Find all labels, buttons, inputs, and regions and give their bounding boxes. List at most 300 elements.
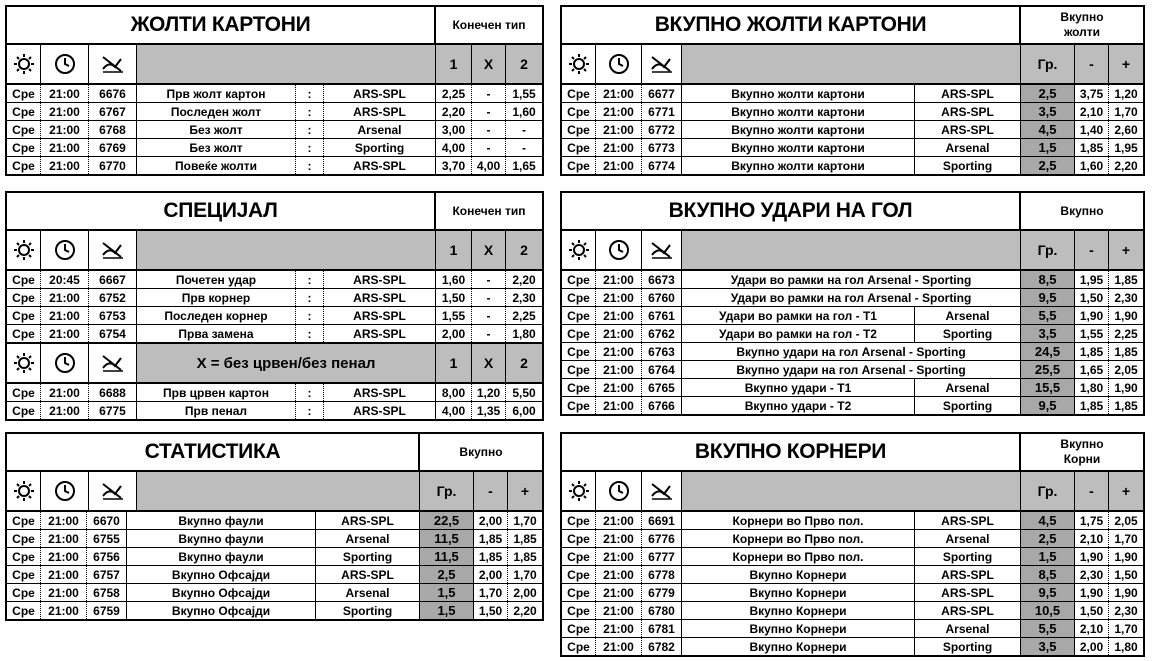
under-odd-cell: 2,10 [1075, 103, 1109, 120]
clock-icon [596, 45, 642, 83]
col-x: X [472, 344, 506, 382]
total-line-cell: 2,5 [1021, 530, 1075, 547]
col-gr: Гр. [1021, 472, 1075, 510]
over-odd-cell: 1,95 [1114, 140, 1138, 155]
time-cell: 21:00 [41, 121, 89, 138]
header-blank [137, 231, 436, 269]
time-cell: 21:00 [41, 103, 89, 120]
odd-2-cell: 2,20 [512, 272, 536, 287]
over-odd-cell: 2,60 [1114, 122, 1138, 137]
description-cell: Вкупно удари на гол Arsenal - Sporting [682, 343, 1021, 360]
code-cell: 6761 [642, 307, 682, 324]
col-x: X [472, 45, 506, 83]
under-odd-cell: 2,00 [474, 512, 508, 529]
day-cell: Сре [562, 566, 596, 583]
day-cell: Сре [562, 103, 596, 120]
over-odd-cell: 1,90 [1114, 585, 1138, 600]
description-cell: Вкупно Офсајди [127, 566, 316, 583]
col-1: 1 [436, 45, 472, 83]
panel-stats [5, 432, 544, 621]
description-cell: Прва замена [137, 325, 296, 342]
code-cell: 6667 [89, 271, 137, 288]
time-cell: 21:00 [596, 548, 642, 565]
colon-cell: : [296, 325, 324, 342]
description-cell: Корнери во Прво пол. [682, 530, 915, 547]
total-line-cell: 10,5 [1021, 602, 1075, 619]
day-cell: Сре [7, 566, 41, 583]
description-cell: Вкупно жолти картони [682, 85, 915, 102]
col-1: 1 [436, 231, 472, 269]
table-row[interactable] [7, 566, 542, 584]
under-odd-cell: 1,85 [1075, 139, 1109, 156]
table-row[interactable] [7, 602, 542, 619]
table-row[interactable] [7, 157, 542, 174]
clock-icon [41, 45, 89, 83]
description-cell: Удари во рамки на гол Arsenal - Sporting [682, 271, 1021, 288]
over-odd-cell: 1,85 [513, 549, 537, 564]
total-line-cell: 3,5 [1021, 325, 1075, 342]
description-cell: Последен корнер [137, 307, 296, 324]
description-cell: Удари во рамки на гол - Т1 [682, 307, 915, 324]
odd-2-cell: 1,80 [512, 326, 536, 341]
description-cell: Вкупно Корнери [682, 584, 915, 601]
under-odd-cell: 1,90 [1075, 307, 1109, 324]
col-minus: - [474, 472, 508, 510]
day-cell: Сре [562, 379, 596, 396]
total-header-line2: жолти [1063, 25, 1101, 39]
code-cell: 6676 [89, 85, 137, 102]
under-odd-cell: 1,85 [474, 548, 508, 565]
colon-cell: : [296, 402, 324, 419]
time-cell: 21:00 [596, 289, 642, 306]
table-row[interactable] [562, 271, 1143, 289]
colon-cell: : [296, 103, 324, 120]
time-cell: 21:00 [596, 620, 642, 637]
team-cell: Arsenal [316, 530, 420, 547]
table-row[interactable] [562, 289, 1143, 307]
total-line-cell: 9,5 [1021, 397, 1075, 414]
description-cell: Корнери во Прво пол. [682, 512, 915, 529]
code-cell: 6766 [642, 397, 682, 414]
code-cell: 6753 [89, 307, 137, 324]
table-row[interactable] [7, 103, 542, 121]
over-odd-cell: 2,20 [513, 603, 537, 618]
code-cell: 6772 [642, 121, 682, 138]
total-header-line1: Вкупно [1060, 10, 1104, 24]
total-header [1019, 7, 1143, 43]
code-cell: 6691 [642, 512, 682, 529]
clock-icon [596, 472, 642, 510]
description-cell: Вкупно Корнери [682, 620, 915, 637]
odd-x-cell: - [472, 85, 506, 102]
time-cell: 21:00 [596, 343, 642, 360]
team-cell: Sporting [324, 139, 436, 156]
no-writing-icon [89, 344, 137, 382]
table-row[interactable] [562, 638, 1143, 655]
team-cell: ARS-SPL [324, 289, 436, 306]
table-row[interactable] [7, 530, 542, 548]
table-row[interactable] [7, 85, 542, 103]
odd-2-cell: 2,25 [512, 308, 536, 323]
total-line-cell: 3,5 [1021, 638, 1075, 655]
panel-title: СТАТИСТИКА [144, 440, 281, 463]
table-row[interactable] [562, 361, 1143, 379]
col-plus: + [508, 472, 542, 510]
team-cell: ARS-SPL [324, 384, 436, 401]
time-cell: 21:00 [596, 530, 642, 547]
day-cell: Сре [7, 602, 41, 619]
day-cell: Сре [562, 307, 596, 324]
col-1: 1 [436, 344, 472, 382]
total-line-cell: 4,5 [1021, 512, 1075, 529]
day-cell: Сре [7, 384, 41, 401]
over-odd-cell: 1,80 [1114, 639, 1138, 654]
total-line-cell: 24,5 [1021, 343, 1075, 360]
team-cell: Sporting [915, 325, 1021, 342]
description-cell: Вкупно жолти картони [682, 103, 915, 120]
table-row[interactable] [562, 566, 1143, 584]
description-cell: Прв црвен картон [137, 384, 296, 401]
day-cell: Сре [7, 139, 41, 156]
col-2: 2 [506, 231, 542, 269]
table-row[interactable] [562, 379, 1143, 397]
description-cell: Прв корнер [137, 289, 296, 306]
team-cell: ARS-SPL [324, 307, 436, 324]
time-cell: 21:00 [41, 289, 89, 306]
day-cell: Сре [7, 271, 41, 288]
team-cell: Arsenal [324, 121, 436, 138]
code-cell: 6771 [642, 103, 682, 120]
team-cell: ARS-SPL [915, 584, 1021, 601]
col-plus: + [1109, 45, 1143, 83]
time-cell: 21:00 [596, 121, 642, 138]
table-row[interactable] [562, 620, 1143, 638]
odd-2-cell: 6,00 [512, 403, 536, 418]
time-cell: 21:00 [596, 397, 642, 414]
table-row[interactable] [562, 157, 1143, 174]
team-cell: ARS-SPL [324, 85, 436, 102]
total-line-cell: 1,5 [420, 602, 474, 619]
col-2: 2 [506, 45, 542, 83]
odd-1-cell: 8,00 [436, 384, 472, 401]
table-row[interactable] [562, 548, 1143, 566]
odd-2-cell: 2,30 [512, 290, 536, 305]
under-odd-cell: 2,30 [1075, 566, 1109, 583]
team-cell: ARS-SPL [915, 103, 1021, 120]
description-cell: Вкупно фаули [127, 512, 316, 529]
day-cell: Сре [562, 139, 596, 156]
description-cell: Вкупно удари на гол Arsenal - Sporting [682, 361, 1021, 378]
total-line-cell: 5,5 [1021, 620, 1075, 637]
code-cell: 6755 [87, 530, 127, 547]
total-line-cell: 11,5 [420, 548, 474, 565]
over-odd-cell: 1,20 [1114, 86, 1138, 101]
day-cell: Сре [7, 289, 41, 306]
table-row[interactable] [562, 103, 1143, 121]
odd-2-cell: - [522, 140, 526, 155]
odd-x-cell: - [472, 103, 506, 120]
day-cell: Сре [562, 620, 596, 637]
under-odd-cell: 1,85 [1075, 397, 1109, 414]
over-odd-cell: 2,05 [1114, 362, 1138, 377]
over-odd-cell: 1,70 [513, 513, 537, 528]
sun-icon [562, 45, 596, 83]
description-cell: Вкупно Корнери [682, 566, 915, 583]
time-cell: 21:00 [596, 157, 642, 174]
table-row[interactable] [562, 307, 1143, 325]
code-cell: 6673 [642, 271, 682, 288]
rows-shots [562, 271, 1143, 414]
table-row[interactable] [562, 343, 1143, 361]
team-cell: Sporting [915, 397, 1021, 414]
table-row[interactable] [562, 584, 1143, 602]
day-cell: Сре [562, 157, 596, 174]
over-odd-cell: 1,70 [1114, 621, 1138, 636]
day-cell: Сре [562, 530, 596, 547]
over-odd-cell: 1,85 [1114, 398, 1138, 413]
col-minus: - [1075, 45, 1109, 83]
table-row[interactable] [7, 402, 542, 419]
total-line-cell: 9,5 [1021, 584, 1075, 601]
total-line-cell: 15,5 [1021, 379, 1075, 396]
no-writing-icon [642, 231, 682, 269]
day-cell: Сре [7, 103, 41, 120]
description-cell: Последен жолт [137, 103, 296, 120]
table-row[interactable] [7, 512, 542, 530]
table-row[interactable] [7, 139, 542, 157]
team-cell: Arsenal [915, 139, 1021, 156]
table-row[interactable] [562, 602, 1143, 620]
team-cell: ARS-SPL [324, 103, 436, 120]
odd-x-cell: - [472, 289, 506, 306]
team-cell: ARS-SPL [316, 512, 420, 529]
day-cell: Сре [562, 85, 596, 102]
table-row[interactable] [7, 289, 542, 307]
table-row[interactable] [7, 307, 542, 325]
code-cell: 6767 [89, 103, 137, 120]
table-row[interactable] [562, 512, 1143, 530]
over-odd-cell: 2,30 [1114, 290, 1138, 305]
time-cell: 21:00 [41, 602, 87, 619]
team-cell: Sporting [915, 548, 1021, 565]
description-cell: Без жолт [137, 121, 296, 138]
panel-total-yellow [560, 5, 1145, 176]
code-cell: 6774 [642, 157, 682, 174]
panel-shots [560, 191, 1145, 416]
time-cell: 21:00 [596, 103, 642, 120]
table-row[interactable] [7, 271, 542, 289]
panel-special [5, 191, 544, 421]
total-header-line1: Вкупно [1060, 437, 1104, 451]
team-cell: ARS-SPL [324, 402, 436, 419]
odd-x-cell: - [472, 271, 506, 288]
team-cell: Arsenal [915, 620, 1021, 637]
panel-title: ВКУПНО УДАРИ НА ГОЛ [668, 199, 913, 222]
no-writing-icon [642, 45, 682, 83]
total-header: Вкупно [418, 434, 542, 470]
panel-title: ВКУПНО ЖОЛТИ КАРТОНИ [654, 13, 927, 36]
under-odd-cell: 1,75 [1075, 512, 1109, 529]
time-cell: 21:00 [41, 566, 87, 583]
team-cell: Sporting [915, 157, 1021, 174]
under-odd-cell: 1,50 [1075, 602, 1109, 619]
over-odd-cell: 1,50 [1114, 567, 1138, 582]
total-line-cell: 25,5 [1021, 361, 1075, 378]
odd-2-cell: - [522, 122, 526, 137]
team-cell: ARS-SPL [316, 566, 420, 583]
odd-1-cell: 2,00 [436, 325, 472, 342]
team-cell: ARS-SPL [324, 325, 436, 342]
over-odd-cell: 2,00 [513, 585, 537, 600]
team-cell: Arsenal [316, 584, 420, 601]
table-row[interactable] [562, 121, 1143, 139]
day-cell: Сре [562, 121, 596, 138]
under-odd-cell: 1,90 [1075, 548, 1109, 565]
over-odd-cell: 1,85 [1114, 344, 1138, 359]
day-cell: Сре [562, 271, 596, 288]
total-header-line2: Корни [1063, 452, 1101, 466]
team-cell: Sporting [316, 602, 420, 619]
colon-cell: : [296, 121, 324, 138]
no-writing-icon [89, 472, 137, 510]
table-row[interactable] [7, 121, 542, 139]
time-cell: 21:00 [596, 566, 642, 583]
team-cell: ARS-SPL [324, 157, 436, 174]
header-blank [137, 45, 436, 83]
table-row[interactable] [562, 325, 1143, 343]
total-header: Вкупно [1019, 193, 1143, 229]
panel-title: ЖОЛТИ КАРТОНИ [130, 13, 311, 36]
over-odd-cell: 1,90 [1114, 549, 1138, 564]
time-cell: 21:00 [41, 85, 89, 102]
team-cell: ARS-SPL [915, 121, 1021, 138]
under-odd-cell: 1,55 [1075, 325, 1109, 342]
description-cell: Почетен удар [137, 271, 296, 288]
odd-1-cell: 3,70 [436, 157, 472, 174]
day-cell: Сре [562, 343, 596, 360]
day-cell: Сре [7, 548, 41, 565]
code-cell: 6776 [642, 530, 682, 547]
team-cell: ARS-SPL [915, 602, 1021, 619]
odd-x-cell: - [472, 307, 506, 324]
day-cell: Сре [562, 512, 596, 529]
under-odd-cell: 1,90 [1075, 584, 1109, 601]
clock-icon [596, 231, 642, 269]
total-line-cell: 3,5 [1021, 103, 1075, 120]
time-cell: 21:00 [41, 584, 87, 601]
sun-icon [7, 45, 41, 83]
day-cell: Сре [562, 361, 596, 378]
time-cell: 21:00 [596, 361, 642, 378]
time-cell: 21:00 [41, 512, 87, 529]
code-cell: 6762 [642, 325, 682, 342]
header-blank [682, 472, 1021, 510]
header-blank [682, 45, 1021, 83]
col-gr: Гр. [1021, 231, 1075, 269]
header-blank [137, 472, 420, 510]
code-cell: 6764 [642, 361, 682, 378]
day-cell: Сре [562, 325, 596, 342]
final-type-header: Конечен тип [434, 193, 542, 229]
table-row[interactable] [562, 397, 1143, 414]
over-odd-cell: 1,90 [1114, 380, 1138, 395]
odd-1-cell: 1,60 [436, 271, 472, 288]
odd-1-cell: 2,25 [436, 85, 472, 102]
description-cell: Вкупно Офсајди [127, 584, 316, 601]
odd-x-cell: - [472, 325, 506, 342]
total-line-cell: 8,5 [1021, 566, 1075, 583]
time-cell: 21:00 [596, 584, 642, 601]
time-cell: 21:00 [41, 157, 89, 174]
total-line-cell: 9,5 [1021, 289, 1075, 306]
colon-cell: : [296, 85, 324, 102]
table-row[interactable] [7, 548, 542, 566]
total-line-cell: 5,5 [1021, 307, 1075, 324]
colon-cell: : [296, 139, 324, 156]
col-x: X [472, 231, 506, 269]
table-row[interactable] [562, 85, 1143, 103]
time-cell: 21:00 [596, 139, 642, 156]
table-row[interactable] [562, 139, 1143, 157]
rows-special [7, 271, 542, 342]
code-cell: 6780 [642, 602, 682, 619]
sun-icon [562, 231, 596, 269]
odd-x-cell: 1,20 [472, 384, 506, 401]
panel-yellow-cards [5, 5, 544, 176]
odd-2-cell: 1,60 [512, 104, 536, 119]
code-cell: 6775 [89, 402, 137, 419]
rows-corners [562, 512, 1143, 655]
code-cell: 6677 [642, 85, 682, 102]
rows-total-yellow [562, 85, 1143, 174]
colon-cell: : [296, 289, 324, 306]
under-odd-cell: 1,65 [1075, 361, 1109, 378]
under-odd-cell: 2,10 [1075, 530, 1109, 547]
col-minus: - [1075, 472, 1109, 510]
under-odd-cell: 1,40 [1075, 121, 1109, 138]
team-cell: ARS-SPL [324, 271, 436, 288]
code-cell: 6782 [642, 638, 682, 655]
table-row[interactable] [7, 584, 542, 602]
clock-icon [41, 472, 89, 510]
under-odd-cell: 1,85 [474, 530, 508, 547]
time-cell: 21:00 [596, 271, 642, 288]
colon-cell: : [296, 271, 324, 288]
colon-cell: : [296, 157, 324, 174]
code-cell: 6781 [642, 620, 682, 637]
time-cell: 21:00 [596, 379, 642, 396]
over-odd-cell: 1,70 [1114, 104, 1138, 119]
description-cell: Вкупно удари - Т2 [682, 397, 915, 414]
table-row[interactable] [7, 384, 542, 402]
over-odd-cell: 1,70 [513, 567, 537, 582]
over-odd-cell: 2,05 [1114, 513, 1138, 528]
table-row[interactable] [562, 530, 1143, 548]
day-cell: Сре [562, 602, 596, 619]
code-cell: 6768 [89, 121, 137, 138]
description-cell: Вкупно Офсајди [127, 602, 316, 619]
over-odd-cell: 1,85 [1114, 272, 1138, 287]
col-plus: + [1109, 231, 1143, 269]
rows-yellow [7, 85, 542, 174]
day-cell: Сре [7, 325, 41, 342]
code-cell: 6688 [89, 384, 137, 401]
description-cell: Вкупно жолти картони [682, 121, 915, 138]
time-cell: 21:00 [596, 307, 642, 324]
code-cell: 6769 [89, 139, 137, 156]
table-row[interactable] [7, 325, 542, 342]
header-blank [682, 231, 1021, 269]
